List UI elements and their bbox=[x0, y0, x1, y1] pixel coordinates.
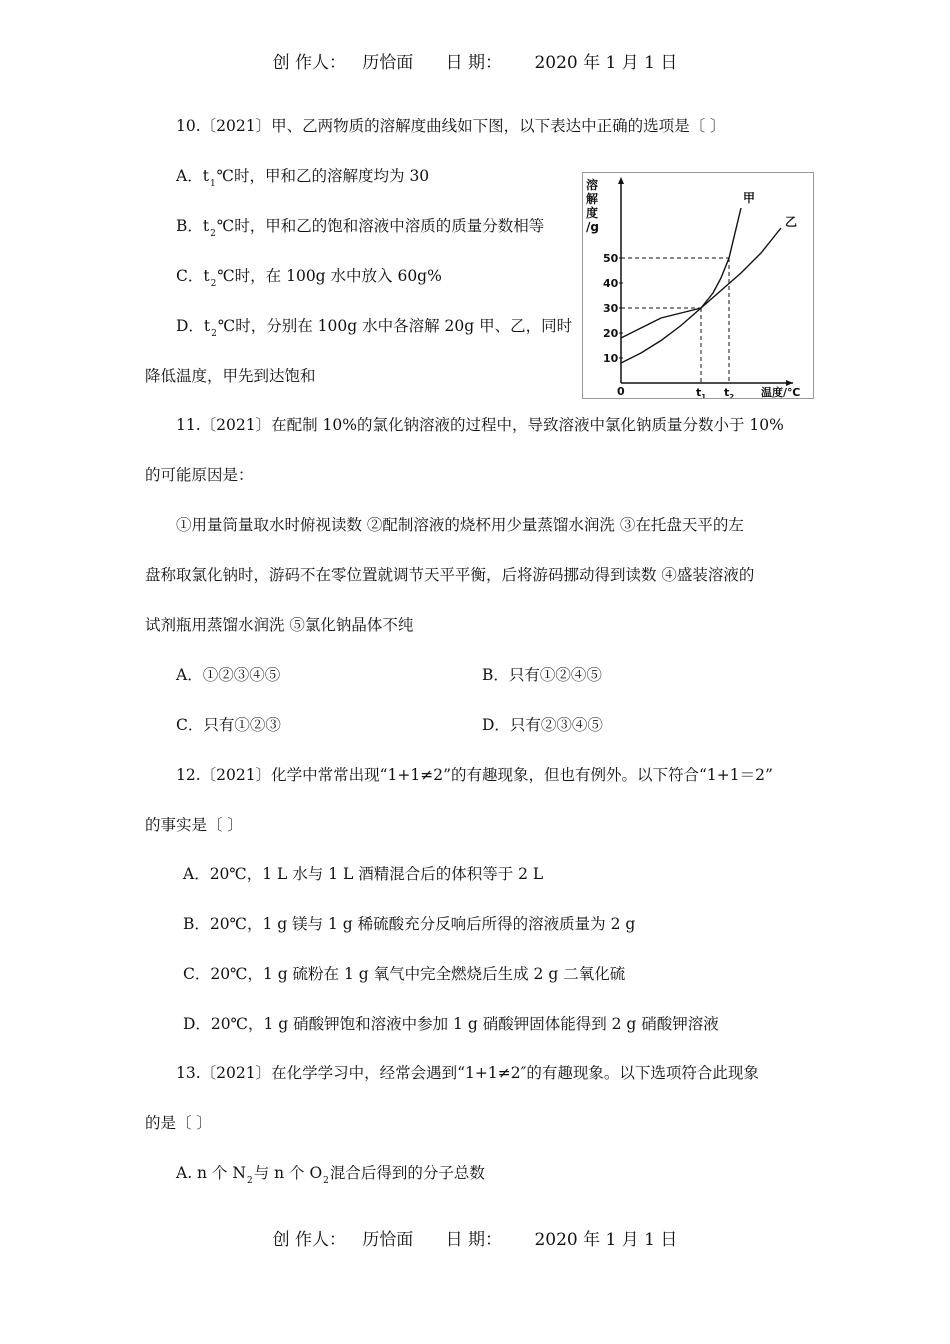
y-tick-label: 10 bbox=[603, 352, 619, 365]
q11-stem-line2: 的可能原因是： bbox=[145, 466, 254, 484]
series-line bbox=[621, 208, 741, 363]
q13-stem-line2: 的是〔 〕 bbox=[145, 1114, 212, 1132]
y-axis-label-char: 度 bbox=[586, 206, 599, 220]
q11-option-c: C．只有①②③ bbox=[176, 716, 281, 734]
q11-stem-line1: 11.〔2021〕在配制 10%的氯化钠溶液的过程中，导致溶液中氯化钠质量分数小于 10% bbox=[176, 416, 784, 434]
y-tick-label: 40 bbox=[603, 277, 619, 290]
y-axis-label-char: 溶 bbox=[586, 178, 599, 192]
series-label: 乙 bbox=[785, 215, 798, 229]
q10-option-d-cont: 降低温度，甲先到达饱和 bbox=[145, 367, 316, 385]
q10-stem: 10.〔2021〕甲、乙两物质的溶解度曲线如下图，以下表达中正确的选项是〔 〕 bbox=[176, 117, 726, 135]
q12-option-c: C．20℃，1 g 硫粉在 1 g 氧气中完全燃烧后生成 2 g 二氧化硫 bbox=[183, 965, 626, 983]
solubility-chart bbox=[582, 172, 814, 399]
q10-option-a: A．$t_1℃$时，甲和乙的溶解度均为 30 bbox=[176, 167, 430, 189]
page-footer: 创 作人： 历恰面 日 期： 2020 年 1 月 1 日 bbox=[272, 1230, 678, 1250]
q11-option-d: D．只有②③④⑤ bbox=[482, 716, 603, 734]
x-tick-label: $t_1$ bbox=[696, 386, 706, 398]
solubility-chart-svg bbox=[583, 173, 813, 398]
x-tick-subscript: 1 bbox=[701, 393, 707, 398]
q12-stem-line2: 的事实是〔 〕 bbox=[145, 816, 243, 834]
q11-option-b: B．只有①②④⑤ bbox=[482, 666, 602, 684]
q12-option-d: D．20℃，1 g 硝酸钾饱和溶液中参加 1 g 硝酸钾固体能得到 2 g 硝酸钾溶液 bbox=[183, 1015, 719, 1033]
q12-option-a: A．20℃，1 L 水与 1 L 酒精混合后的体积等于 2 L bbox=[183, 865, 544, 883]
q11-option-a: A．①②③④⑤ bbox=[176, 666, 281, 684]
y-axis-label-char: /g bbox=[586, 220, 599, 234]
x-tick-label: $t_2$ bbox=[724, 386, 734, 398]
y-tick-label: 50 bbox=[603, 252, 619, 265]
series-label: 甲 bbox=[743, 191, 756, 205]
q11-para-line2: 盘称取氯化钠时，游码不在零位置就调节天平平衡，后将游码挪动得到读数 ④盛装溶液的 bbox=[145, 566, 755, 584]
q12-option-b: B．20℃，1 g 镁与 1 g 稀硫酸充分反响后所得的溶液质量为 2 g bbox=[183, 915, 636, 933]
y-tick-label: 20 bbox=[603, 327, 619, 340]
q11-para-line1: ①用量筒量取水时俯视读数 ②配制溶液的烧杯用少量蒸馏水润洗 ③在托盘天平的左 bbox=[176, 516, 744, 534]
y-tick-label: 30 bbox=[603, 302, 619, 315]
q10-option-d: D．$t_2℃$时，分别在 100g 水中各溶解 20g 甲、乙，同时 bbox=[176, 317, 573, 339]
q11-para-line3: 试剂瓶用蒸馏水润洗 ⑤氯化钠晶体不纯 bbox=[145, 616, 414, 634]
x-axis-label: 温度/℃ bbox=[761, 386, 801, 398]
q13-stem-line1: 13.〔2021〕在化学学习中，经常会遇到“1+1≠2″的有趣现象。以下选项符合此现象 bbox=[176, 1064, 759, 1082]
y-axis-arrow bbox=[618, 177, 624, 184]
origin-label: 0 bbox=[617, 385, 625, 398]
page-header: 创 作人： 历恰面 日 期： 2020 年 1 月 1 日 bbox=[272, 53, 678, 73]
q13-option-a: A. n 个 $N_2$与 n 个 $O_2$混合后得到的分子总数 bbox=[176, 1164, 485, 1186]
q10-option-c: C．$t_2℃$时，在 100g 水中放入 60g% bbox=[176, 267, 442, 289]
series-line bbox=[621, 228, 781, 338]
q10-option-b: B．$t_2℃$时，甲和乙的饱和溶液中溶质的质量分数相等 bbox=[176, 217, 545, 239]
y-axis-label-char: 解 bbox=[586, 192, 599, 206]
q12-stem-line1: 12.〔2021〕化学中常常出现“1+1≠2”的有趣现象，但也有例外。以下符合“1+1＝2” bbox=[176, 766, 773, 784]
x-tick-subscript: 2 bbox=[729, 393, 735, 398]
